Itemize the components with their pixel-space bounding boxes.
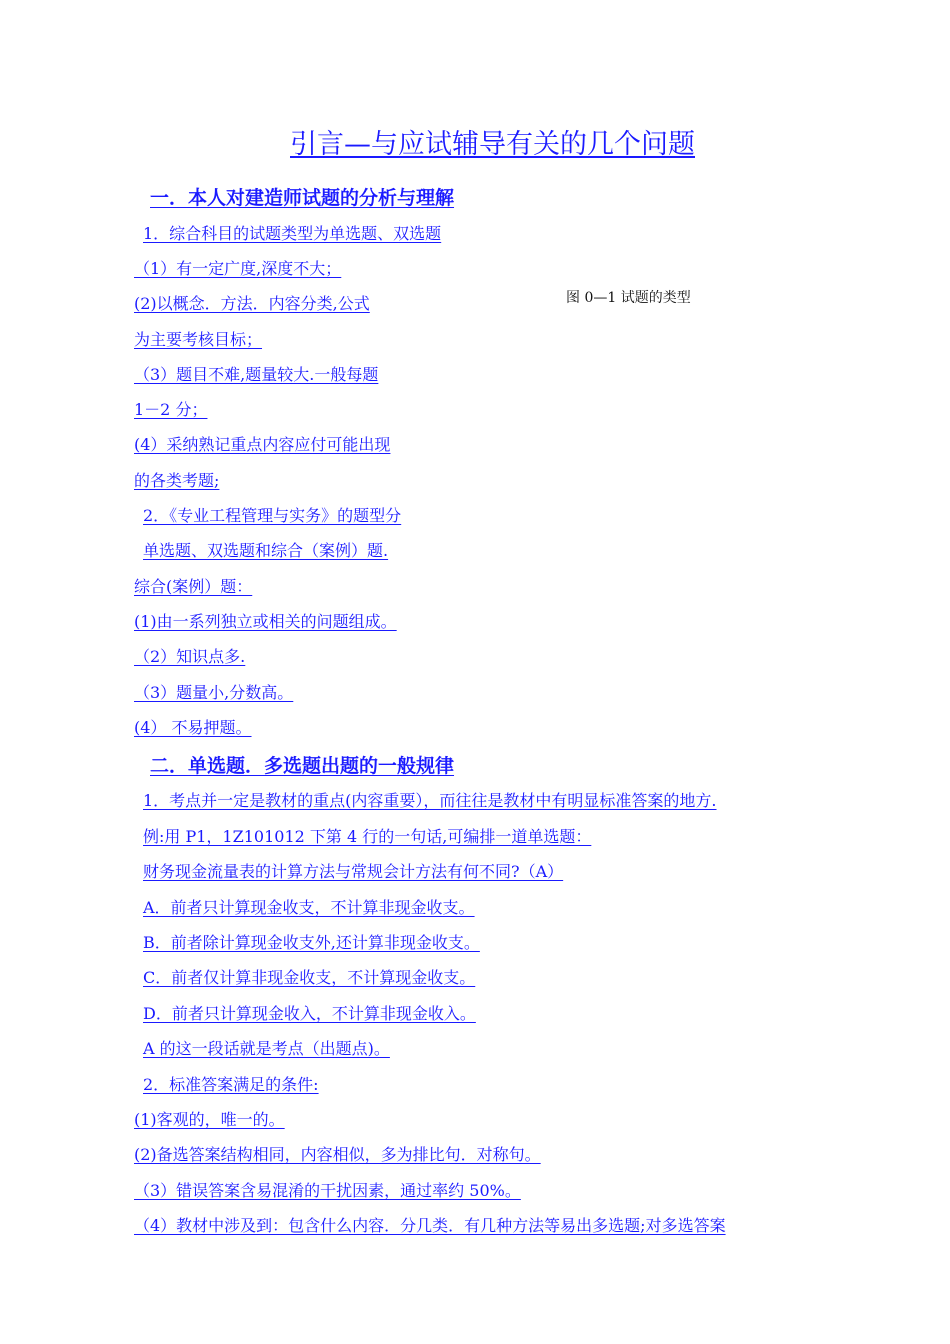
figure-caption: 图 0—1 试题的类型 [566,290,691,306]
section1-line: （3）题目不难,题量较大.一般每题 [134,365,379,384]
section1-line-clipped [143,504,449,528]
section1-line: 1－2 分； [134,400,208,419]
section2-line: D．前者只计算现金收入，不计算非现金收入。 [143,1004,476,1023]
section-heading-1: 一．本人对建造师试题的分析与理解 [150,187,455,209]
section2-line: C．前者仅计算非现金收支，不计算现金收支。 [143,968,476,987]
section1-line: （2）知识点多. [134,647,246,666]
section2-line: (2)备选答案结构相同，内容相似，多为排比句．对称句。 [134,1145,541,1164]
section1-line: 综合(案例）题： [134,577,253,596]
section1-line: (1)由一系列独立或相关的问题组成。 [134,612,397,631]
section1-line: (2)以概念．方法．内容分类,公式 [134,294,370,313]
section2-line: （3）错误答案含易混淆的干扰因素，通过率约 50%。 [134,1181,521,1200]
section1-line: 的各类考题; [134,471,220,490]
section1-line: (4） 不易押题。 [134,718,252,737]
section2-line: （4）教材中涉及到：包含什么内容．分几类．有几种方法等易出多选题;对多选答案 [134,1216,726,1235]
section2-line: 财务现金流量表的计算方法与常规会计方法有何不同?（A） [143,862,564,881]
section2-line: A 的这一段话就是考点（出题点)。 [143,1039,390,1058]
section2-line-clipped [134,1214,850,1238]
section2-line: B．前者除计算现金收支外,还计算非现金收支。 [143,933,480,952]
section1-line: 2．《专业工程管理与实务》的题型分 [143,506,402,525]
section2-line: 1．考点并一定是教材的重点(内容重要），而往往是教材中有明显标准答案的地方. [143,791,717,810]
section1-line: 单选题、双选题和综合（案例）题. [143,541,389,560]
page-title: 引言—与应试辅导有关的几个问题 [290,129,695,160]
section1-line: 1．综合科目的试题类型为单选题、双选题 [143,224,442,243]
section1-line: （1）有一定广度,深度不大； [134,259,342,278]
section2-line: (1)客观的，唯一的。 [134,1110,285,1129]
section2-line: 2．标准答案满足的条件: [143,1075,319,1094]
section2-line: A．前者只计算现金收支，不计算非现金收支。 [143,898,475,917]
section1-line: 为主要考核目标； [134,330,263,349]
section1-line: （3）题量小,分数高。 [134,683,294,702]
section1-line: (4）采纳熟记重点内容应付可能出现 [134,435,391,454]
section-heading-2: 二．单选题．多选题出题的一般规律 [150,755,455,777]
section2-line: 例:用 P1，1Z101012 下第 4 行的一句话,可编排一道单选题： [143,827,592,846]
